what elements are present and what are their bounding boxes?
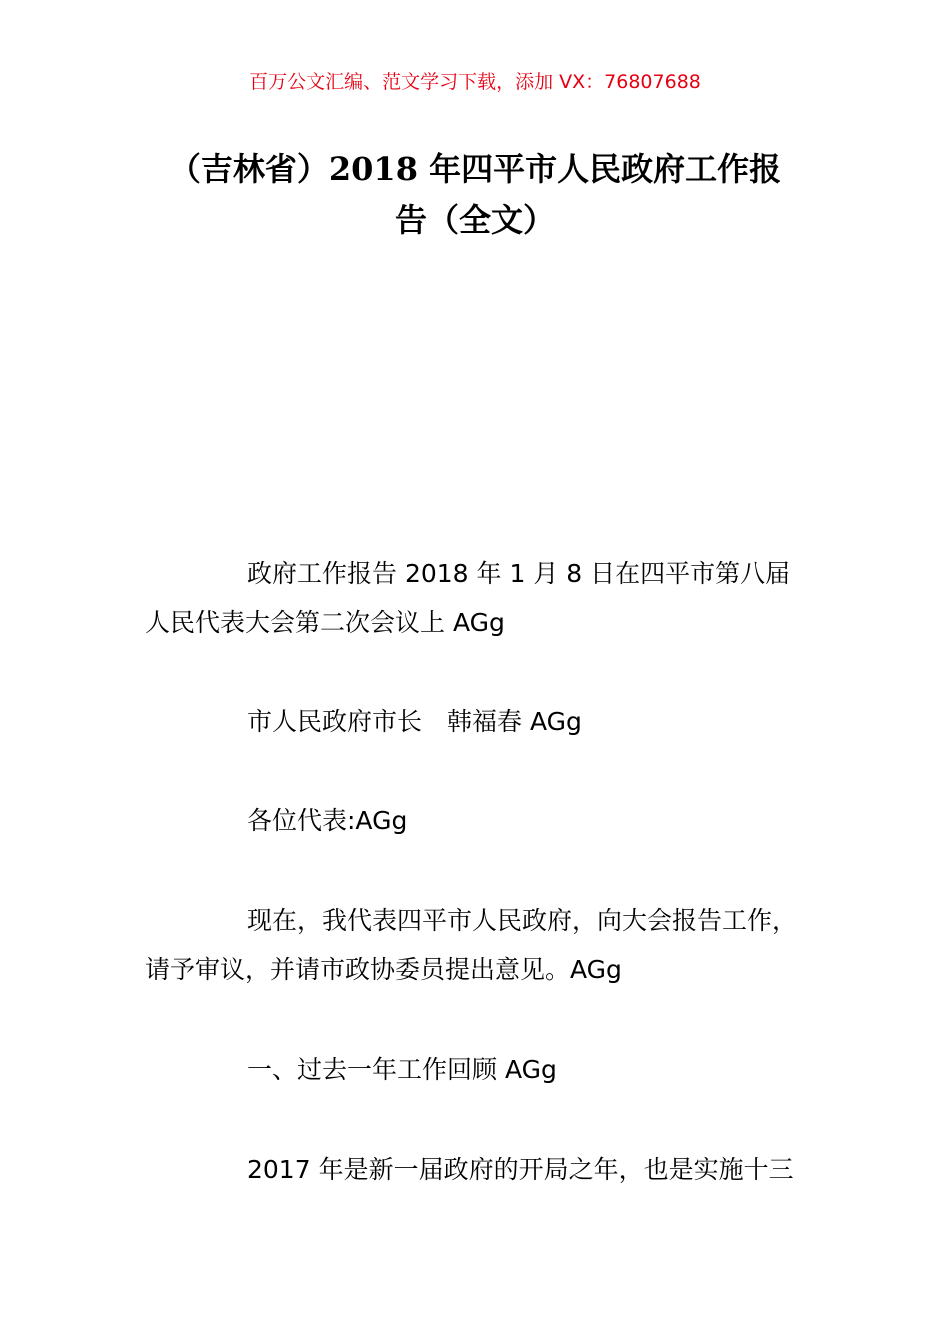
paragraph-3: 各位代表:AGg: [247, 806, 408, 835]
document-title-line-1: （吉林省）2018 年四平市人民政府工作报: [168, 150, 782, 188]
header-promo-note: 百万公文汇编、范文学习下载，添加 VX：76807688: [249, 71, 701, 93]
paragraph-2: 市人民政府市长 韩福春 AGg: [247, 707, 582, 736]
section-heading: 一、过去一年工作回顾 AGg: [247, 1055, 557, 1084]
paragraph-4-line-2: 请予审议，并请市政协委员提出意见。AGg: [145, 955, 622, 984]
paragraph-4-line-1: 现在，我代表四平市人民政府，向大会报告工作，: [247, 906, 798, 935]
paragraph-1-line-1: 政府工作报告 2018 年 1 月 8 日在四平市第八届: [247, 559, 791, 588]
paragraph-1-line-2: 人民代表大会第二次会议上 AGg: [145, 608, 505, 637]
paragraph-6-line-1: 2017 年是新一届政府的开局之年，也是实施十三: [247, 1155, 794, 1184]
document-title-line-2: 告（全文）: [394, 201, 555, 239]
